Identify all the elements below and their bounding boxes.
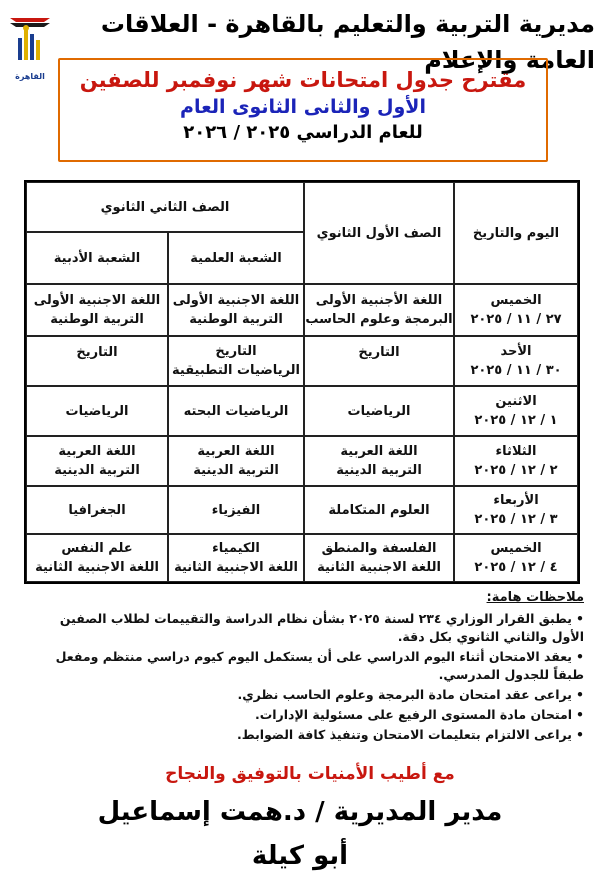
- row-2-date: ٣٠ / ١١ / ٢٠٢٥: [470, 363, 562, 378]
- row-3-first: [304, 386, 454, 436]
- row-3-day-date: [454, 386, 578, 436]
- note-item: [32, 726, 584, 744]
- logo-emblem-icon: [4, 8, 56, 68]
- subject: اللغة الاجنبية الأولى: [172, 293, 300, 308]
- row-5-science: [168, 486, 304, 534]
- subject: اللغة الاجنبية الثانية: [317, 560, 441, 575]
- logo-label: القاهرة: [15, 72, 45, 81]
- row-4-date: ٢ / ١٢ / ٢٠٢٥: [474, 463, 558, 478]
- bullet-icon: •: [576, 727, 584, 742]
- subject: الجغرافيا: [68, 502, 126, 518]
- row-5-literary: [26, 486, 168, 534]
- academic-year: للعام الدراسي ٢٠٢٥ / ٢٠٢٦: [183, 122, 423, 143]
- note-text: يراعى الالتزام بتعليمات الامتحان وتنفيذ كافة الضوابط.: [236, 727, 572, 742]
- row-4-literary: [26, 436, 168, 486]
- notes-title: ملاحظات هامة:: [486, 590, 584, 605]
- row-6-first: [304, 534, 454, 582]
- subject: الكيمياء: [212, 541, 260, 556]
- row-6-day-date: [454, 534, 578, 582]
- bullet-icon: •: [576, 649, 584, 664]
- row-4-day: الثلاثاء: [495, 444, 537, 459]
- bullet-icon: •: [576, 687, 584, 702]
- header-first-grade: الصف الأول الثانوي: [304, 182, 454, 284]
- subject: التربية الوطنية: [50, 312, 144, 327]
- row-1-literary: [26, 284, 168, 336]
- subject: التربية الوطنية: [189, 312, 283, 327]
- note-text: يطبق القرار الوزاري ٢٣٤ لسنة ٢٠٢٥ بشأن نظام الدراسة والتقييمات لطلاب الصفين الأول والثاني الثانوي بكل دقة.: [59, 611, 584, 644]
- row-2-literary: [26, 336, 168, 386]
- row-2-science: [168, 336, 304, 386]
- subject: التربية الدينية: [336, 463, 422, 478]
- row-1-day: الخميس: [490, 293, 542, 308]
- directorate-logo: [4, 8, 56, 82]
- row-3-science: [168, 386, 304, 436]
- row-6-day: الخميس: [490, 541, 542, 556]
- subject: الرياضيات: [347, 403, 411, 419]
- bullet-icon: •: [576, 707, 584, 722]
- row-3-literary: [26, 386, 168, 436]
- row-1-date: ٢٧ / ١١ / ٢٠٢٥: [470, 312, 562, 327]
- subject: الفيزياء: [211, 502, 261, 518]
- subject: اللغة العربية: [58, 444, 136, 459]
- subject: التربية الدينية: [54, 463, 140, 478]
- subject: التاريخ: [358, 345, 400, 360]
- note-text: يراعى عقد امتحان مادة البرمجة وعلوم الحاسب نظري.: [237, 687, 572, 702]
- row-1-day-date: [454, 284, 578, 336]
- subject: البرمجة وعلوم الحاسب: [305, 312, 453, 327]
- row-6-literary: [26, 534, 168, 582]
- subject: التاريخ: [215, 344, 257, 359]
- subject: الرياضيات التطبيقية: [172, 363, 300, 378]
- subject: اللغة العربية: [340, 444, 418, 459]
- header-second-grade: الصف الثاني الثانوي: [26, 182, 304, 232]
- subject: اللغة الاجنبية الثانية: [174, 560, 298, 575]
- subject: التاريخ: [76, 345, 118, 360]
- row-2-first: [304, 336, 454, 386]
- title-box: [58, 58, 548, 162]
- header-literary: الشعبة الأدبية: [26, 232, 168, 284]
- closing-wishes: مع أطيب الأمنيات بالتوفيق والنجاح: [165, 764, 455, 784]
- schedule-title: مقترح جدول امتحانات شهر نوفمبر للصفين: [79, 68, 527, 92]
- header-day-date: اليوم والتاريخ: [454, 182, 578, 284]
- row-5-day-date: [454, 486, 578, 534]
- row-4-day-date: [454, 436, 578, 486]
- subject: اللغة الأجنبية الأولى: [315, 293, 443, 308]
- note-item: [32, 706, 584, 724]
- row-4-first: [304, 436, 454, 486]
- subject: الرياضيات البحته: [183, 403, 289, 419]
- row-6-science: [168, 534, 304, 582]
- note-text: امتحان مادة المستوى الرفيع على مسئولية الإدارات.: [254, 707, 572, 722]
- note-item: [32, 686, 584, 704]
- note-item: [32, 610, 584, 646]
- row-1-first: [304, 284, 454, 336]
- row-2-day: الأحد: [500, 344, 532, 359]
- subject: الفلسفة والمنطق: [321, 541, 437, 556]
- director-signature: مدير المديرية / د.همت إسماعيل أبو كيلة: [97, 797, 503, 871]
- row-5-day: الأربعاء: [493, 493, 539, 508]
- subject: التربية الدينية: [193, 463, 279, 478]
- row-1-science: [168, 284, 304, 336]
- subject: العلوم المتكاملة: [328, 502, 430, 518]
- note-text: يعقد الامتحان أثناء اليوم الدراسي على أن يستكمل اليوم كيوم دراسي منتظم ومفعل طبقاً للجدول المدرسي.: [55, 649, 584, 682]
- subject: اللغة العربية: [197, 444, 275, 459]
- header-science: الشعبة العلمية: [168, 232, 304, 284]
- notes-section: [28, 590, 584, 750]
- row-3-date: ١ / ١٢ / ٢٠٢٥: [474, 413, 558, 428]
- directorate-header: مديرية التربية والتعليم بالقاهرة - العلاقات العامة والإعلام: [100, 10, 595, 74]
- row-5-first: [304, 486, 454, 534]
- subject: اللغة الاجنبية الأولى: [33, 293, 161, 308]
- row-3-day: الاثنين: [495, 394, 537, 409]
- subject: علم النفس: [61, 541, 133, 556]
- note-item: [32, 648, 584, 684]
- bullet-icon: •: [576, 611, 584, 626]
- row-2-day-date: [454, 336, 578, 386]
- exam-schedule-table: [24, 180, 580, 584]
- subject: الرياضيات: [65, 403, 129, 419]
- subject: اللغة الاجنبية الثانية: [35, 560, 159, 575]
- row-4-science: [168, 436, 304, 486]
- grades-subtitle: الأول والثانى الثانوى العام: [180, 96, 426, 118]
- row-6-date: ٤ / ١٢ / ٢٠٢٥: [474, 560, 558, 575]
- row-5-date: ٣ / ١٢ / ٢٠٢٥: [474, 512, 558, 527]
